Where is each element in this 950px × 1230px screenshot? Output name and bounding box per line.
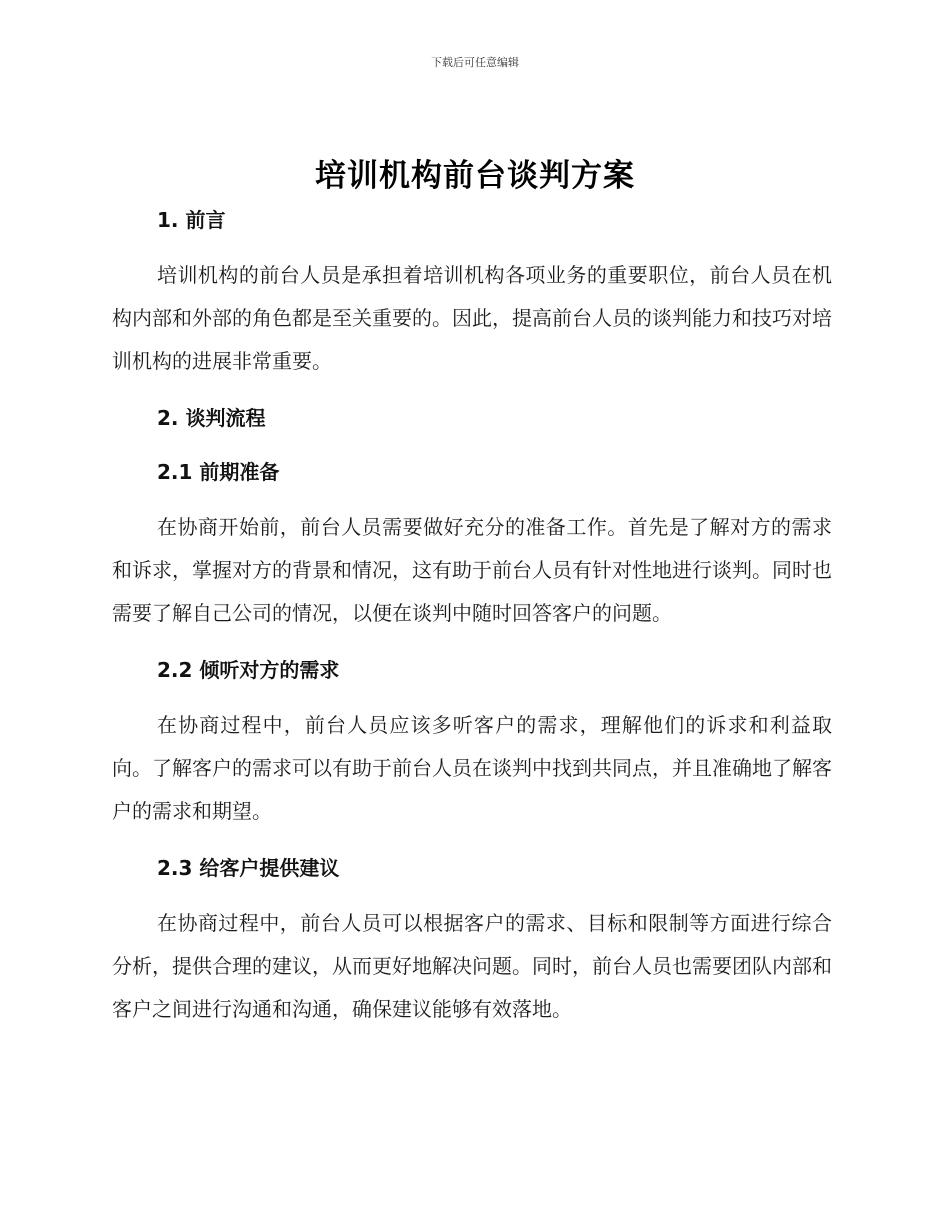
section-heading-preparation: 2.1 前期准备 [157,460,280,484]
document-title: 培训机构前台谈判方案 [315,158,635,194]
section-heading-negotiation-process: 2. 谈判流程 [157,406,266,430]
header-note: 下载后可任意编辑 [431,56,519,69]
document-body [112,200,832,1031]
section-heading-listen-needs: 2.2 倾听对方的需求 [157,658,340,682]
section-paragraph-advice: 在协商过程中，前台人员可以根据客户的需求、目标和限制等方面进行综合分析，提供合理的建议，从而更好地解决问题。同时，前台人员也需要团队内部和客户之间进行沟通和沟通，确保建议能够有效落地。 [112,911,832,1021]
section-paragraph-preparation: 在协商开始前，前台人员需要做好充分的准备工作。首先是了解对方的需求和诉求，掌握对方的背景和情况，这有助于前台人员有针对性地进行谈判。同时也需要了解自己公司的情况，以便在谈判中随时回答客户的问题。 [112,515,832,625]
section-heading-preface: 1. 前言 [157,208,226,232]
section-paragraph-preface: 培训机构的前台人员是承担着培训机构各项业务的重要职位，前台人员在机构内部和外部的角色都是至关重要的。因此，提高前台人员的谈判能力和技巧对培训机构的进展非常重要。 [112,263,832,373]
section-paragraph-listen-needs: 在协商过程中，前台人员应该多听客户的需求，理解他们的诉求和利益取向。了解客户的需求可以有助于前台人员在谈判中找到共同点，并且准确地了解客户的需求和期望。 [112,713,832,823]
section-heading-advice: 2.3 给客户提供建议 [157,856,340,880]
